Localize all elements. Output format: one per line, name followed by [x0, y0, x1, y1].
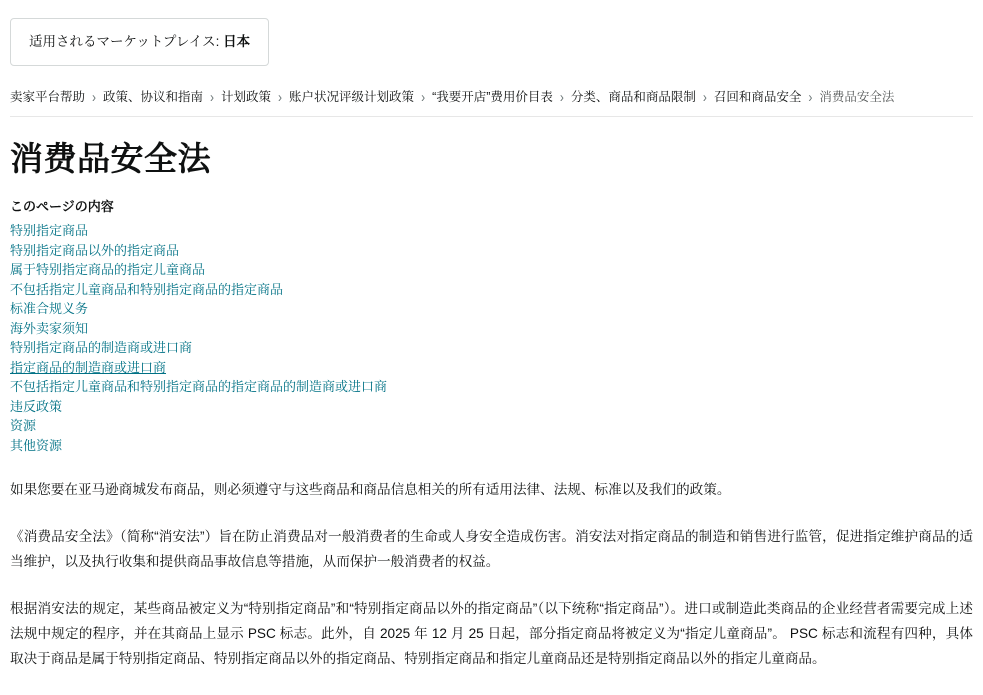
toc-link[interactable]: 不包括指定儿童商品和特别指定商品的指定商品	[10, 281, 284, 297]
toc-heading: このページの内容	[10, 199, 114, 215]
breadcrumb-item[interactable]: 账户状况评级计划政策	[289, 89, 415, 104]
paragraph-1: 如果您要在亚马逊商城发布商品，则必须遵守与这些商品和商品信息相关的所有适用法律、法规、标准以及我们的政策。	[10, 482, 731, 498]
paragraph-3: 根据消安法的规定，某些商品被定义为“特别指定商品”和“特别指定商品以外的指定商品”（以下统称“指定商品”）。进口或制造此类商品的企业经营者需要完成上述法规中规定的程序，并在其商品上显示 PSC 标志。此外，自 2025 年 12 月 25 日起，部分指定商品将被定义为“指定儿童商品”。 PSC 标志和流程有四种，具体取决于商品是属于特别指定商品、特别指定商品以外的指定商品、特别指定商品和指定儿童商品还是特别指定商品以外的指定儿童商品。	[10, 601, 973, 667]
toc-list-item	[10, 377, 973, 397]
breadcrumb-item[interactable]: 分类、商品和商品限制	[570, 89, 696, 104]
breadcrumb-item[interactable]: 计划政策	[221, 89, 272, 104]
toc-link[interactable]: 不包括指定儿童商品和特别指定商品的指定商品的制造商或进口商	[10, 379, 388, 395]
breadcrumb-item[interactable]: 召回和商品安全	[713, 89, 802, 104]
breadcrumb-item[interactable]: 政策、协议和指南	[103, 89, 204, 104]
paragraph-2: 《消费品安全法》（简称“消安法”）旨在防止消费品对一般消费者的生命或人身安全造成伤害。消安法对指定商品的制造和销售进行监管，促进指定维护商品的适当维护，以及执行收集和提供商品事故信息等措施，从而保护一般消费者的权益。	[10, 529, 973, 570]
page-title: 消费品安全法	[10, 139, 211, 177]
breadcrumb-separator-icon: ›	[92, 87, 97, 106]
toc-link[interactable]: 标准合规义务	[10, 301, 89, 317]
breadcrumb	[10, 86, 973, 117]
toc-link[interactable]: 其他资源	[10, 437, 63, 453]
toc-link[interactable]: 海外卖家须知	[10, 320, 89, 336]
breadcrumb-item[interactable]: “我要开店”费用价目表	[432, 89, 553, 104]
toc-list-item	[10, 299, 973, 319]
toc-list-item	[10, 338, 973, 358]
toc-list-item	[10, 319, 973, 339]
toc-link[interactable]: 违反政策	[10, 398, 63, 414]
toc-list-item	[10, 397, 973, 417]
marketplace-value: 日本	[223, 34, 251, 49]
toc-list-item	[10, 436, 973, 456]
toc-link[interactable]: 资源	[10, 418, 37, 434]
marketplace-selector[interactable]	[10, 18, 269, 66]
breadcrumb-item: 消费品安全法	[819, 89, 895, 104]
breadcrumb-separator-icon: ›	[808, 87, 813, 106]
breadcrumb-separator-icon: ›	[559, 87, 564, 106]
breadcrumb-separator-icon: ›	[421, 87, 426, 106]
breadcrumb-separator-icon: ›	[702, 87, 707, 106]
toc-list	[10, 221, 973, 455]
toc-list-item	[10, 260, 973, 280]
breadcrumb-separator-icon: ›	[278, 87, 283, 106]
toc-list-item	[10, 416, 973, 436]
toc-link[interactable]: 属于特别指定商品的指定儿童商品	[10, 262, 206, 278]
breadcrumb-separator-icon: ›	[210, 87, 215, 106]
toc-link[interactable]: 指定商品的制造商或进口商	[10, 359, 167, 375]
toc-list-item	[10, 221, 973, 241]
toc-list-item	[10, 241, 973, 261]
toc-list-item	[10, 358, 973, 378]
toc-link[interactable]: 特别指定商品以外的指定商品	[10, 242, 180, 258]
marketplace-label: 适用されるマーケットプレイス:	[29, 34, 220, 49]
toc-link[interactable]: 特别指定商品的制造商或进口商	[10, 340, 193, 356]
toc-list-item	[10, 280, 973, 300]
toc-link[interactable]: 特别指定商品	[10, 223, 89, 239]
breadcrumb-item[interactable]: 卖家平台帮助	[10, 89, 86, 104]
